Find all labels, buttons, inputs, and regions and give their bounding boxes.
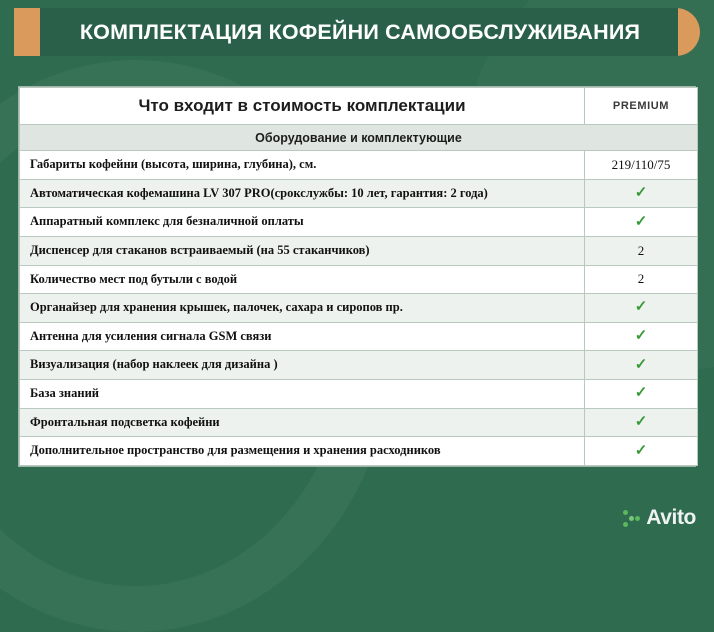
header-banner: [14, 8, 700, 56]
section-header-row: [20, 125, 698, 151]
column-header-features: Что входит в стоимость комплектации: [20, 88, 585, 125]
page-title: КОМПЛЕКТАЦИЯ КОФЕЙНИ САМООБСЛУЖИВАНИЯ: [79, 19, 641, 44]
avito-logo-text: Avito: [646, 506, 696, 529]
row-value: 219/110/75: [585, 151, 698, 180]
row-value-check-icon: ✓: [585, 408, 698, 437]
avito-logo-icon: [623, 510, 640, 527]
row-value: 2: [585, 265, 698, 294]
row-label: Фронтальная подсветка кофейни: [20, 408, 585, 437]
table-body: [20, 88, 698, 466]
table-header-row: [20, 88, 698, 125]
row-value-check-icon: ✓: [585, 351, 698, 380]
row-label: Количество мест под бутыли с водой: [20, 265, 585, 294]
row-label: Визуализация (набор наклеек для дизайна ): [20, 351, 585, 380]
row-label: База знаний: [20, 380, 585, 409]
table-row: [20, 351, 698, 380]
table-row: [20, 179, 698, 208]
specification-table: [18, 86, 696, 467]
row-value-check-icon: ✓: [585, 208, 698, 237]
row-label: Антенна для усиления сигнала GSM связи: [20, 322, 585, 351]
table-row: [20, 380, 698, 409]
row-value: 2: [585, 236, 698, 265]
table-row: [20, 265, 698, 294]
row-label: Габариты кофейни (высота, ширина, глубина), см.: [20, 151, 585, 180]
avito-watermark: [623, 506, 696, 530]
table-row: [20, 294, 698, 323]
row-label: Дополнительное пространство для размещения и хранения расходников: [20, 437, 585, 466]
table-row: [20, 322, 698, 351]
table-row: [20, 437, 698, 466]
row-value-check-icon: ✓: [585, 322, 698, 351]
row-value-check-icon: ✓: [585, 179, 698, 208]
row-value-check-icon: ✓: [585, 437, 698, 466]
row-value-check-icon: ✓: [585, 380, 698, 409]
row-label: Аппаратный комплекс для безналичной оплаты: [20, 208, 585, 237]
table-row: [20, 151, 698, 180]
table-row: [20, 208, 698, 237]
table-row: [20, 408, 698, 437]
table-row: [20, 236, 698, 265]
row-label: Автоматическая кофемашина LV 307 PRO(срокслужбы: 10 лет, гарантия: 2 года): [20, 179, 585, 208]
row-label: Диспенсер для стаканов встраиваемый (на 55 стаканчиков): [20, 236, 585, 265]
row-value-check-icon: ✓: [585, 294, 698, 323]
column-header-premium: PREMIUM: [585, 88, 698, 125]
section-title: Оборудование и комплектующие: [20, 125, 698, 151]
table: [19, 87, 698, 466]
row-label: Органайзер для хранения крышек, палочек, сахара и сиропов пр.: [20, 294, 585, 323]
